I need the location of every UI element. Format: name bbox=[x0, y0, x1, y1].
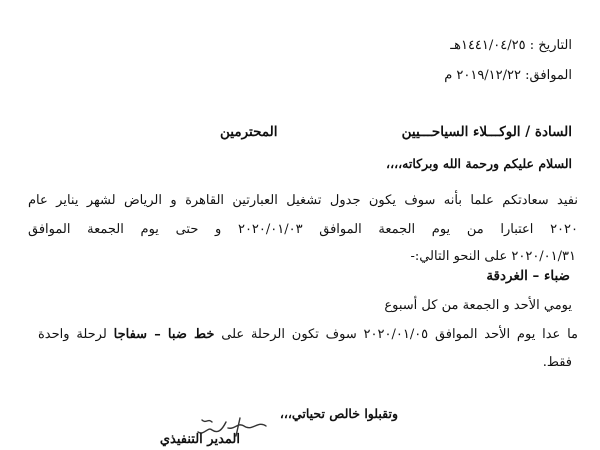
date-hijri-value: ١٤٤١/٠٤/٢٥هـ bbox=[450, 38, 526, 53]
schedule-days: يومي الأحد و الجمعة من كل أسبوع bbox=[384, 298, 572, 313]
signature-title: المدير التنفيذي bbox=[159, 432, 240, 447]
date-gregorian bbox=[444, 68, 572, 84]
body-line-3: ٢٠٢٠/٠١/٣١ على النحو التالي:- bbox=[410, 249, 576, 264]
body-line-2: ٢٠٢٠ اعتبارا من يوم الجمعة الموافق ٢٠٢٠/٠١/٠٣ و حتى يوم الجمعة الموافق bbox=[28, 222, 579, 237]
date-gregorian-label: الموافق: bbox=[525, 68, 572, 83]
date-hijri bbox=[450, 38, 572, 54]
date-hijri-label: التاريخ : bbox=[529, 38, 572, 53]
exception-line-end: فقط. bbox=[542, 355, 572, 370]
greeting: السلام عليكم ورحمة الله وبركاته،،،، bbox=[386, 156, 572, 171]
exception-route-bold: خط ضبا – سفاجا bbox=[113, 327, 215, 342]
exception-line bbox=[38, 327, 578, 343]
body-line-1: نفيد سعادتكم علما بأنه سوف يكون جدول تشغيل العبارتين القاهرة و الرياض لشهر يناير عام bbox=[28, 193, 578, 208]
exception-text-end: لرحلة واحدة bbox=[38, 327, 107, 342]
closing-line: وتقبلوا خالص تحياتي،،، bbox=[279, 406, 398, 421]
route-heading: ضباء – الغردقة bbox=[486, 268, 570, 284]
exception-text-start: ما عدا يوم الأحد الموافق ٢٠٢٠/٠١/٠٥ سوف تكون الرحلة على bbox=[221, 327, 579, 342]
addressee-honorific: المحترمين bbox=[220, 124, 278, 140]
date-gregorian-value: ٢٠١٩/١٢/٢٢ م bbox=[444, 68, 521, 83]
addressee-name: السادة / الوكـــلاء السياحـــيين bbox=[401, 124, 572, 140]
